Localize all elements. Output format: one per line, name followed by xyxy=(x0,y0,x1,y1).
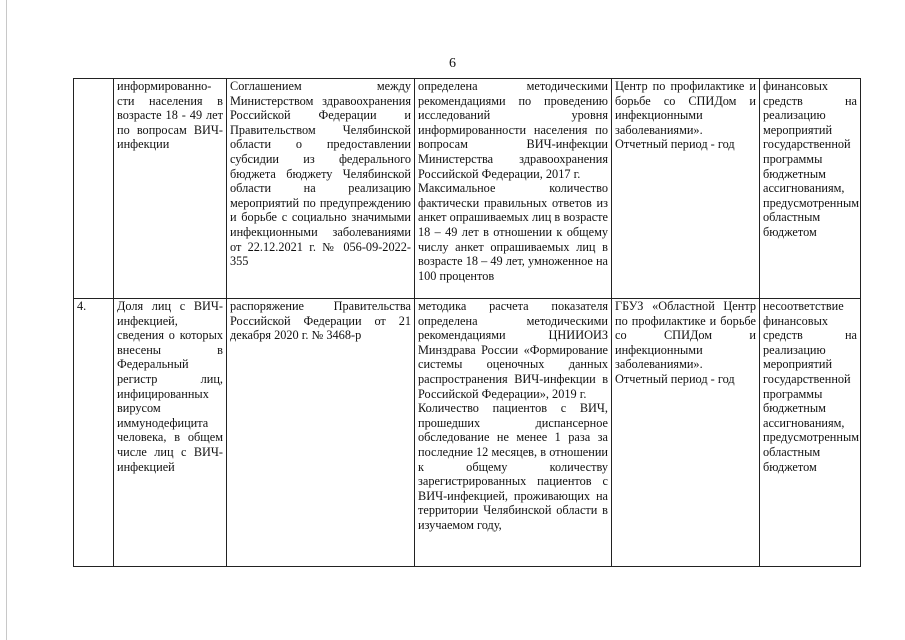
cell-deviation-reason: финансовых средств на реализацию мероприятий государственной программы бюджетным ассигнованиям, предусмотренным областным бюджетом xyxy=(760,79,861,299)
cell-indicator: информированно- сти населения в возрасте 18 - 49 лет по вопросам ВИЧ-инфекции xyxy=(114,79,227,299)
cell-number xyxy=(74,79,114,299)
cell-basis: распоряжение Правительства Российской Федерации от 21 декабря 2020 г. № 3468-р xyxy=(227,299,415,567)
cell-responsible-org: Центр по профилактике и борьбе со СПИДом и инфекционными заболеваниями». Отчетный период - год xyxy=(612,79,760,299)
table-row xyxy=(74,299,861,567)
page-number: 6 xyxy=(449,56,456,71)
cell-deviation-reason: несоответствие финансовых средств на реализацию мероприятий государственной программы бюджетным ассигнованиям, предусмотренным областным бюджетом xyxy=(760,299,861,567)
cell-indicator: Доля лиц с ВИЧ-инфекцией, сведения о которых внесены в Федеральный регистр лиц, инфицированных вирусом иммунодефицита человека, в общем числе лиц с ВИЧ-инфекцией xyxy=(114,299,227,567)
cell-basis: Соглашением между Министерством здравоохранения Российской Федерации и Правительством Челябинской области о предоставлении субсидии из федерального бюджета бюджету Челябинской области на реализацию мероприятий по предупреждению и борьбе с социально значимыми инфекционными заболеваниями от 22.12.2021 г. № 056-09-2022-355 xyxy=(227,79,415,299)
page-left-edge xyxy=(6,0,7,640)
cell-method: определена методическими рекомендациями по проведению исследований уровня информированности населения по вопросам ВИЧ-инфекции Министерства здравоохранения Российской Федерации, 2017 г. Максимальное количество фактически правильных ответов из анкет опрашиваемых лиц в возрасте 18 – 49 лет в отношении к общему числу анкет опрашиваемых лиц в возрасте 18 – 49 лет, умноженное на 100 процентов xyxy=(415,79,612,299)
cell-number: 4. xyxy=(74,299,114,567)
table-row xyxy=(74,79,861,299)
cell-method: методика расчета показателя определена методическими рекомендациями ЦНИИОИЗ Минздрава России «Формирование системы оценочных данных распространения ВИЧ-инфекции в Российской Федерации», 2019 г. Количество пациентов с ВИЧ, прошедших диспансерное обследование не менее 1 раза за последние 12 месяцев, в отношении к общему количеству зарегистрированных пациентов с ВИЧ-инфекцией, проживающих на территории Челябинской области в изучаемом году, xyxy=(415,299,612,567)
cell-responsible-org: ГБУЗ «Областной Центр по профилактике и борьбе со СПИДом и инфекционными заболеваниями». Отчетный период - год xyxy=(612,299,760,567)
indicators-table xyxy=(73,78,861,567)
